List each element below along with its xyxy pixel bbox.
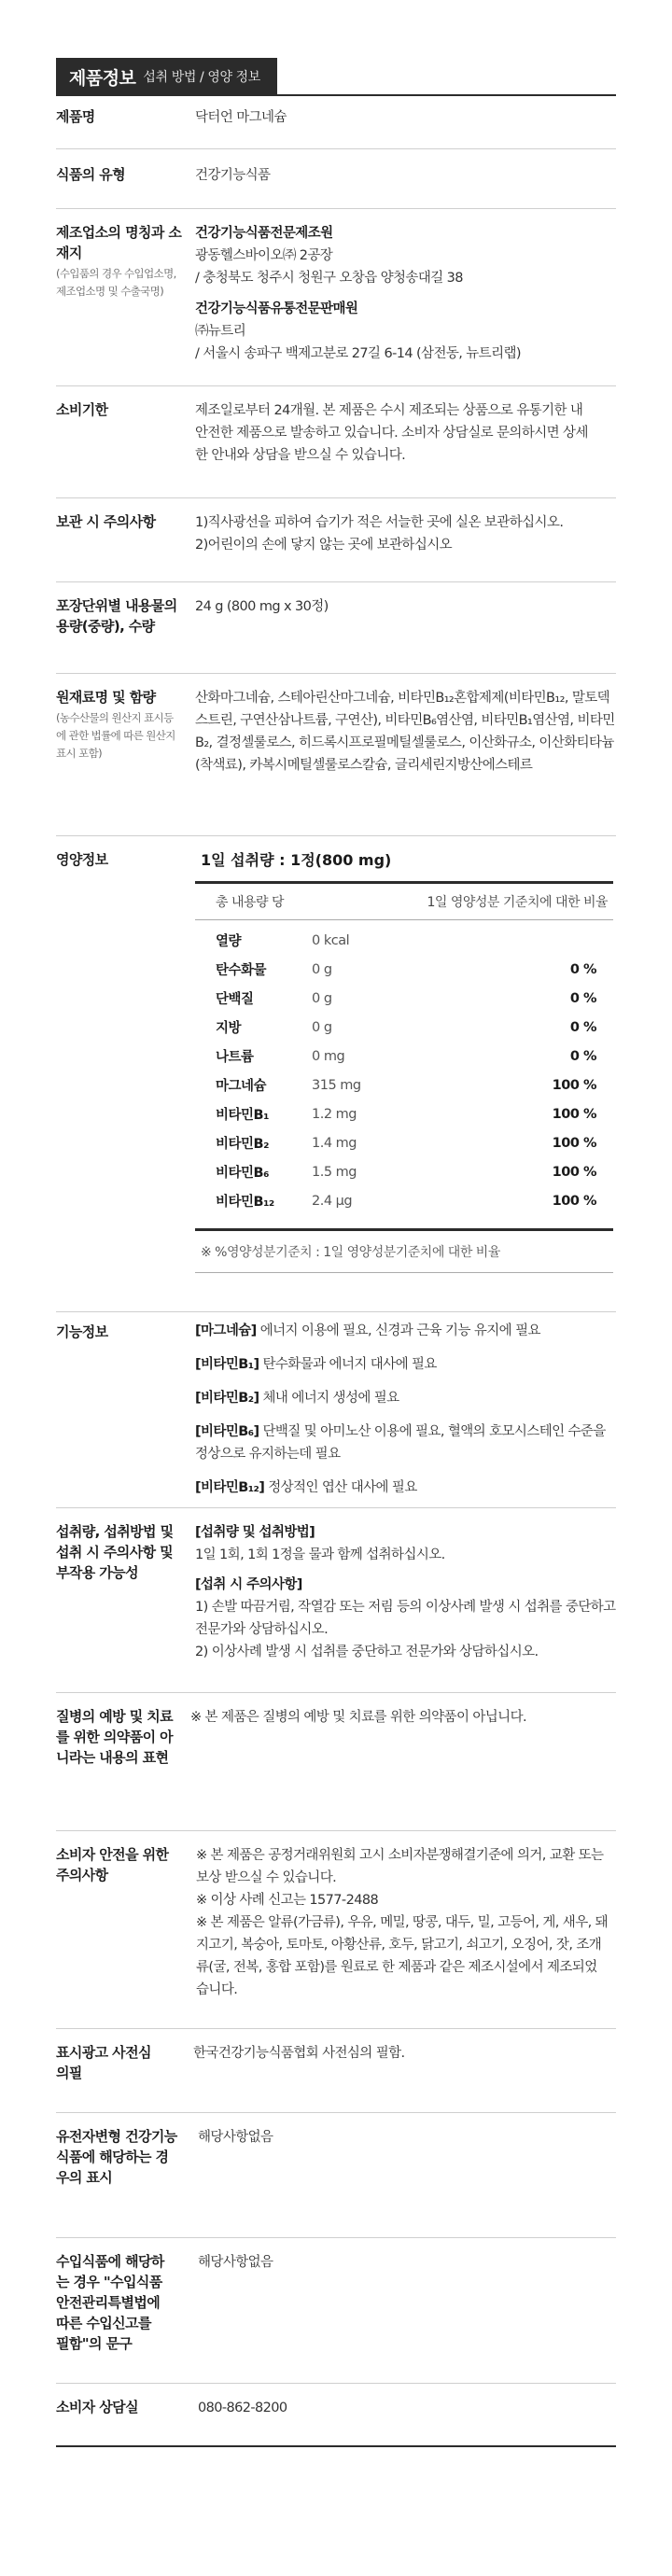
nutrition-row (195, 955, 613, 984)
row-package (56, 595, 616, 674)
storage-line-1: 1)직사광선을 피하여 습기가 적은 서늘한 곳에 실온 보관하십시오. (195, 515, 564, 530)
nutrient-name: 열량 (216, 934, 242, 949)
function-item (195, 1353, 616, 1376)
function-tag: [비타민B₆] (195, 1424, 259, 1439)
function-text: 체내 에너지 생성에 필요 (259, 1391, 399, 1406)
function-item (195, 1320, 616, 1342)
row-value: 해당사항없음 (198, 2130, 273, 2145)
row-intake (56, 1521, 616, 1693)
row-value (195, 1521, 616, 1663)
function-text: 탄수화물과 에너지 대사에 필요 (259, 1357, 437, 1372)
intake-text-2: 1) 손발 따끔거림, 작열감 또는 저림 등의 이상사례 발생 시 섭취를 중단하고 전문가와 상담하십시오. (195, 1600, 616, 1637)
row-contact (56, 2397, 616, 2447)
label-note: (농수산물의 원산지 표시등에 관한 법률에 따른 원산지 표시 포함) (56, 711, 175, 760)
function-tag: [비타민B₂] (195, 1391, 259, 1406)
nutrition-row (195, 1042, 613, 1071)
section-header (56, 58, 277, 95)
intake-text-1: 1일 1회, 1회 1정을 물과 함께 섭취하십시오. (195, 1547, 445, 1562)
function-item (195, 1387, 616, 1409)
nutrient-name: 탄수화물 (216, 963, 267, 978)
nutrient-amount: 1.5 mg (312, 1164, 357, 1180)
nutrient-amount: 315 mg (312, 1077, 361, 1093)
row-label: 표시광고 사전심의필 (56, 2044, 151, 2081)
row-ad-review (56, 2042, 616, 2113)
row-nutrition (56, 849, 616, 1312)
function-tag: [비타민B₁] (195, 1357, 259, 1372)
function-item (195, 1477, 616, 1499)
intake-heading-1: [섭취량 및 섭취방법] (195, 1525, 315, 1540)
nutrition-row (195, 1186, 613, 1215)
maker-name: 광동헬스바이오㈜ 2공장 (195, 248, 333, 263)
col-right: 1일 영양성분 기준치에 대한 비율 (427, 895, 608, 910)
nutrient-name: 나트륨 (216, 1050, 254, 1065)
row-label: 소비자 상담실 (56, 2399, 138, 2415)
intake-heading-2: [섭취 시 주의사항] (195, 1577, 302, 1592)
safety-line-1: ※ 본 제품은 공정거래위원회 고시 소비자분쟁해결기준에 의거, 교환 또는 보상 받으실 수 있습니다. (196, 1848, 604, 1885)
nutrient-percent: 100 % (552, 1077, 596, 1093)
row-label: 질병의 예방 및 치료를 위한 의약품이 아니라는 내용의 표현 (56, 1708, 173, 1766)
nutrition-row (195, 1071, 613, 1099)
row-label (56, 687, 182, 763)
nutrient-amount: 0 g (312, 961, 332, 977)
nutrient-amount: 1.4 mg (312, 1135, 357, 1151)
nutrition-row (195, 984, 613, 1013)
header-divider (56, 94, 616, 96)
safety-line-3: ※ 본 제품은 알류(가금류), 우유, 메밀, 땅콩, 대두, 밀, 고등어, 게, 새우, 돼지고기, 복숭아, 토마토, 아황산류, 호두, 닭고기, 쇠고기, 오징어, 잣, 조개류(굴, 전복, 홍합 포함)를 원료로 한 제품과 같은 제조시설에서 제조되었습니다. (196, 1915, 609, 1997)
nutrient-name: 비타민B₁₂ (216, 1195, 274, 1210)
row-label: 식품의 유형 (56, 166, 126, 183)
label-note: (수입품의 경우 수입업소명, 제조업소명 및 수출국명) (56, 267, 176, 298)
function-tag: [마그네슘] (195, 1323, 257, 1338)
row-value (195, 511, 616, 556)
nutrient-percent: 0 % (569, 1019, 596, 1035)
nutrition-row (195, 1157, 613, 1186)
label-text: 제조업소의 명칭과 소재지 (56, 224, 182, 261)
row-function (56, 1322, 616, 1508)
maker-title: 건강기능식품전문제조원 (195, 226, 333, 241)
row-value (196, 1844, 609, 2001)
seller-address: / 서울시 송파구 백제고분로 27길 6-14 (삼전동, 뉴트리랩) (195, 346, 521, 361)
row-ingredients (56, 687, 616, 836)
nutrition-row (195, 926, 613, 955)
safety-line-2: ※ 이상 사례 신고는 1577-2488 (196, 1893, 379, 1908)
nutrition-table (195, 926, 613, 1215)
nutrition-serving: 1일 섭취량 : 1정(800 mg) (201, 851, 392, 869)
row-label (56, 222, 185, 301)
row-label: 제품명 (56, 108, 95, 125)
nutrient-percent: 0 % (569, 990, 596, 1006)
nutrition-row (195, 1013, 613, 1042)
function-list (195, 1320, 616, 1499)
nutrient-percent: 0 % (569, 1048, 596, 1064)
row-value: 건강기능식품 (195, 168, 271, 183)
function-text: 에너지 이용에 필요, 신경과 근육 기능 유지에 필요 (256, 1323, 540, 1338)
row-storage (56, 511, 616, 582)
seller-name: ㈜뉴트리 (195, 324, 246, 339)
nutrient-name: 비타민B₁ (216, 1108, 269, 1123)
row-value: 산화마그네슘, 스테아린산마그네슘, 비타민B₁₂혼합제제(비타민B₁₂, 말토덱스트린, 구연산삼나트륨, 구연산), 비타민B₆염산염, 비타민B₁염산염, 비타민B₂, 결정셀룰로스, 히드록시프로필메틸셀룰로스, 이산화규소, 이산화티타늄(착색료), 카복시메틸셀룰로스칼슘, 글리세린지방산에스테르 (195, 691, 615, 773)
row-product-name (56, 106, 616, 149)
header-title: 제품정보 (69, 67, 136, 89)
nutrient-name: 비타민B₂ (216, 1137, 269, 1152)
nutrient-percent: 100 % (552, 1193, 596, 1209)
row-value (195, 1320, 616, 1510)
function-text: 정상적인 엽산 대사에 필요 (264, 1480, 417, 1495)
row-value: 닥터언 마그네슘 (195, 110, 287, 125)
seller-title: 건강기능식품유통전문판매원 (195, 301, 358, 316)
row-label: 소비기한 (56, 401, 108, 418)
row-value: 24 g (800 mg x 30정) (195, 599, 329, 614)
nutrient-percent: 100 % (552, 1135, 596, 1151)
nutrient-amount: 0 kcal (312, 932, 350, 948)
row-value: 해당사항없음 (198, 2255, 273, 2270)
row-value: 한국건강기능식품협회 사전심의 필함. (193, 2046, 405, 2061)
function-item (195, 1421, 616, 1465)
row-label: 유전자변형 건강기능식품에 해당하는 경우의 표시 (56, 2128, 177, 2186)
row-food-type (56, 164, 616, 209)
row-value (195, 222, 616, 365)
row-import (56, 2251, 616, 2384)
nutrition-footnote: ※ %영양성분기준치 : 1일 영양성분기준치에 대한 비율 (195, 1231, 613, 1273)
nutrient-amount: 0 g (312, 990, 332, 1006)
nutrient-amount: 2.4 μg (312, 1193, 353, 1209)
row-label: 포장단위별 내용물의 용량(중량), 수량 (56, 597, 177, 635)
storage-line-2: 2)어린이의 손에 닿지 않는 곳에 보관하십시오 (195, 538, 453, 553)
row-label: 수입식품에 해당하는 경우 "수입식품안전관리특별법에 따른 수입신고를 필함"의 문구 (56, 2253, 164, 2352)
function-tag: [비타민B₁₂] (195, 1480, 265, 1495)
row-value: ※ 본 제품은 질병의 예방 및 치료를 위한 의약품이 아닙니다. (190, 1710, 527, 1725)
maker-address: / 충청북도 청주시 청원구 오창읍 양청송대길 38 (195, 271, 463, 286)
row-manufacturer (56, 222, 616, 386)
nutrition-panel (195, 849, 613, 1273)
nutrient-amount: 0 g (312, 1019, 332, 1035)
row-safety (56, 1844, 616, 2029)
header-subtitle: 섭취 방법 / 영양 정보 (143, 70, 260, 85)
nutrient-name: 마그네슘 (216, 1079, 267, 1094)
row-gmo (56, 2126, 616, 2238)
row-expiry (56, 399, 616, 498)
row-label: 영양정보 (56, 851, 108, 868)
nutrient-percent: 0 % (569, 961, 596, 977)
nutrient-amount: 1.2 mg (312, 1106, 357, 1122)
row-value: 제조일로부터 24개월. 본 제품은 수시 제조되는 상품으로 유통기한 내 안전한 제품으로 발송하고 있습니다. 소비자 상담실로 문의하시면 상세한 안내와 상담을 받으실 수 있습니다. (195, 403, 588, 463)
nutrient-name: 단백질 (216, 992, 254, 1007)
row-disease (56, 1706, 616, 1831)
nutrition-row (195, 1128, 613, 1157)
nutrient-percent: 100 % (552, 1164, 596, 1180)
nutrient-amount: 0 mg (312, 1048, 345, 1064)
nutrient-name: 지방 (216, 1021, 242, 1036)
nutrient-name: 비타민B₆ (216, 1166, 269, 1181)
function-text: 단백질 및 아미노산 이용에 필요, 혈액의 호모시스테인 수준을 정상으로 유지하는데 필요 (195, 1424, 606, 1462)
row-value: 080-862-8200 (198, 2401, 287, 2415)
nutrition-column-header (195, 884, 613, 920)
row-label: 기능정보 (56, 1323, 108, 1340)
nutrition-row (195, 1099, 613, 1128)
row-label: 보관 시 주의사항 (56, 513, 156, 530)
row-label: 소비자 안전을 위한 주의사항 (56, 1846, 169, 1883)
row-label: 섭취량, 섭취방법 및 섭취 시 주의사항 및 부작용 가능성 (56, 1523, 174, 1581)
label-text: 원재료명 및 함량 (56, 689, 156, 706)
nutrient-percent: 100 % (552, 1106, 596, 1122)
intake-text-3: 2) 이상사례 발생 시 섭취를 중단하고 전문가와 상담하십시오. (195, 1645, 539, 1659)
col-left: 총 내용량 당 (216, 895, 285, 910)
nutrient-percent (446, 926, 613, 955)
